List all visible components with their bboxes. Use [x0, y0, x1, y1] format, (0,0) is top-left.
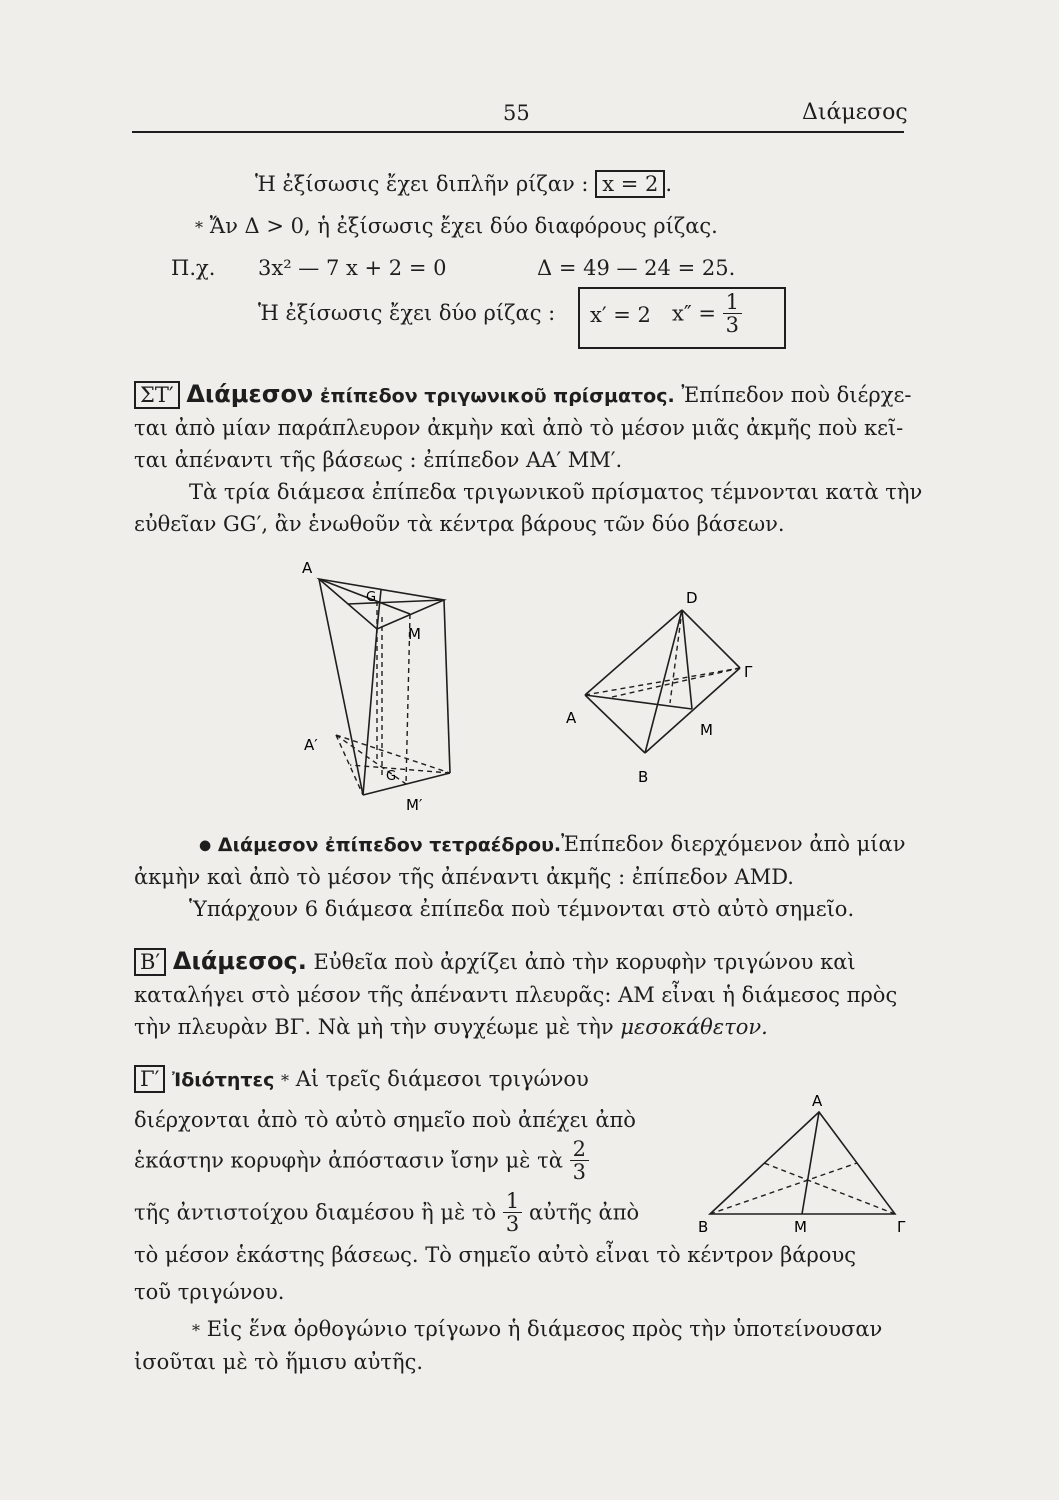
prism-label-g-prime: G — [386, 769, 397, 784]
prism-line-2: ται ἀπὸ μίαν παράπλευρον ἀκμὴν καὶ ἀπὸ τὸ μέσον μιᾶς ἀκμῆς ποὺ κεῖ- — [134, 416, 904, 440]
tetra-label-a: A — [566, 709, 577, 727]
star-icon: * — [281, 1071, 290, 1090]
running-title: Διάμεσος — [802, 100, 908, 125]
median-heading: Διάμεσος. — [172, 947, 307, 975]
triangle-figure — [690, 1090, 920, 1240]
page-number: 55 — [503, 101, 530, 125]
example-label: Π.χ. — [171, 256, 216, 280]
prism-line-3: ται ἀπέναντι τῆς βάσεως : ἐπίπεδον ΑΑ′ ΜΜ′. — [134, 448, 623, 472]
root-two: x″ = $\frac{1}{3}$ — [672, 291, 742, 336]
prism-line-5: εὐθεῖαν GG′, ἂν ἑνωθοῦν τὰ κέντρα βάρους τῶν δύο βάσεων. — [134, 512, 785, 536]
props-line-4: τῆς ἀντιστοίχου διαμέσου ἢ μὲ τὸ $\frac{1}{3}$ αὐτῆς ἀπὸ — [134, 1189, 640, 1236]
props-line-7: * Εἰς ἕνα ὀρθογώνιο τρίγωνο ἡ διάμεσος πρὸς τὴν ὑποτείνουσαν — [192, 1317, 883, 1341]
star-icon: * — [192, 1321, 200, 1340]
props-line-1: Γ′ Ἰδιότητες * Αἱ τρεῖς διάμεσοι τριγώνου — [134, 1064, 589, 1096]
two-roots-label: Ἡ ἐξίσωσις ἔχει δύο ρίζας : — [258, 301, 556, 325]
prism-label-g: G — [366, 590, 377, 605]
triangle-label-gamma: Γ — [897, 1218, 906, 1236]
double-root-box: x = 2 — [595, 170, 665, 198]
two-roots-box — [578, 287, 786, 349]
props-heading: Ἰδιότητες — [172, 1069, 275, 1091]
tetra-label-gamma: Γ — [744, 663, 753, 681]
median-line-1: Β′ Διάμεσος. Εὐθεῖα ποὺ ἀρχίζει ἀπὸ τὴν κορυφὴν τριγώνου καὶ — [134, 946, 856, 977]
tetra-label-d: D — [686, 589, 698, 607]
tetra-heading: Διάμεσον ἐπίπεδον τετραέδρου. — [217, 834, 562, 856]
prism-heading: Διάμεσον — [186, 380, 314, 408]
prism-label-a: A — [302, 559, 313, 577]
section-marker-g: Γ′ — [134, 1065, 165, 1093]
tetra-label-m: M — [700, 721, 713, 739]
median-line-2: καταλήγει στὸ μέσον τῆς ἀπέναντι πλευρᾶς: ΑΜ εἶναι ἡ διάμεσος πρὸς — [134, 983, 898, 1007]
props-line-3: ἑκάστην κορυφὴν ἀπόστασιν ἴσην μὲ τὰ $\frac{2}{3}$ — [134, 1138, 589, 1183]
tetra-line-2: ἀκμὴν καὶ ἀπὸ τὸ μέσον τῆς ἀπέναντι ἀκμῆς : ἐπίπεδον ΑΜD. — [134, 865, 794, 889]
root-one: x′ = 2 — [590, 303, 651, 327]
prism-line-1: ΣΤ′ Διάμεσον ἐπίπεδον τριγωνικοῦ πρίσματος. Ἐπίπεδον ποὺ διέρχε- — [134, 379, 911, 411]
example-delta: Δ = 49 — 24 = 25. — [537, 256, 736, 280]
median-line-3: τὴν πλευρὰν ΒΓ. Νὰ μὴ τὴν συγχέωμε μὲ τὴν μεσοκάθετον. — [134, 1015, 768, 1039]
prism-label-m-prime: M′ — [406, 796, 423, 814]
prism-label-m: M — [408, 625, 421, 643]
tetra-label-b: B — [638, 768, 649, 786]
star-icon: * — [195, 218, 203, 237]
tetrahedron-figure — [560, 585, 780, 790]
triangle-label-m: M — [794, 1218, 807, 1236]
props-line-8: ἰσοῦται μὲ τὸ ἥμισυ αὐτῆς. — [134, 1350, 424, 1374]
prism-line-4: Τὰ τρία διάμεσα ἐπίπεδα τριγωνικοῦ πρίσματος τέμνονται κατὰ τὴν — [189, 480, 923, 504]
tetra-line-3: Ὑπάρχουν 6 διάμεσα ἐπίπεδα ποὺ τέμνονται στὸ αὐτὸ σημεῖο. — [189, 897, 855, 921]
section-marker-st: ΣΤ′ — [134, 381, 180, 409]
header-rule — [132, 131, 904, 133]
prism-figure — [290, 555, 480, 815]
double-root-line: Ἡ ἐξίσωσις ἔχει διπλῆν ρίζαν : x = 2 . — [255, 172, 673, 196]
props-line-6: τοῦ τριγώνου. — [134, 1280, 285, 1304]
tetra-line-1: ● Διάμεσον ἐπίπεδον τετραέδρου.Ἐπίπεδον διερχόμενον ἀπὸ μίαν — [199, 832, 906, 856]
triangle-label-b: B — [698, 1218, 709, 1236]
props-line-2: διέρχονται ἀπὸ τὸ αὐτὸ σημεῖο ποὺ ἀπέχει ἀπὸ — [134, 1108, 636, 1132]
bullet-icon: ● — [199, 837, 212, 854]
section-marker-b: Β′ — [134, 948, 166, 976]
prism-label-a-prime: A′ — [304, 736, 318, 754]
props-line-5: τὸ μέσον ἑκάστης βάσεως. Τὸ σημεῖο αὐτὸ εἶναι τὸ κέντρον βάρους — [134, 1243, 856, 1267]
triangle-label-a: A — [812, 1092, 823, 1110]
positive-delta-line: * Ἄν Δ > 0, ἡ ἐξίσωσις ἔχει δύο διαφόρους ρίζας. — [195, 214, 718, 238]
example-equation: 3x² — 7 x + 2 = 0 — [258, 256, 447, 280]
